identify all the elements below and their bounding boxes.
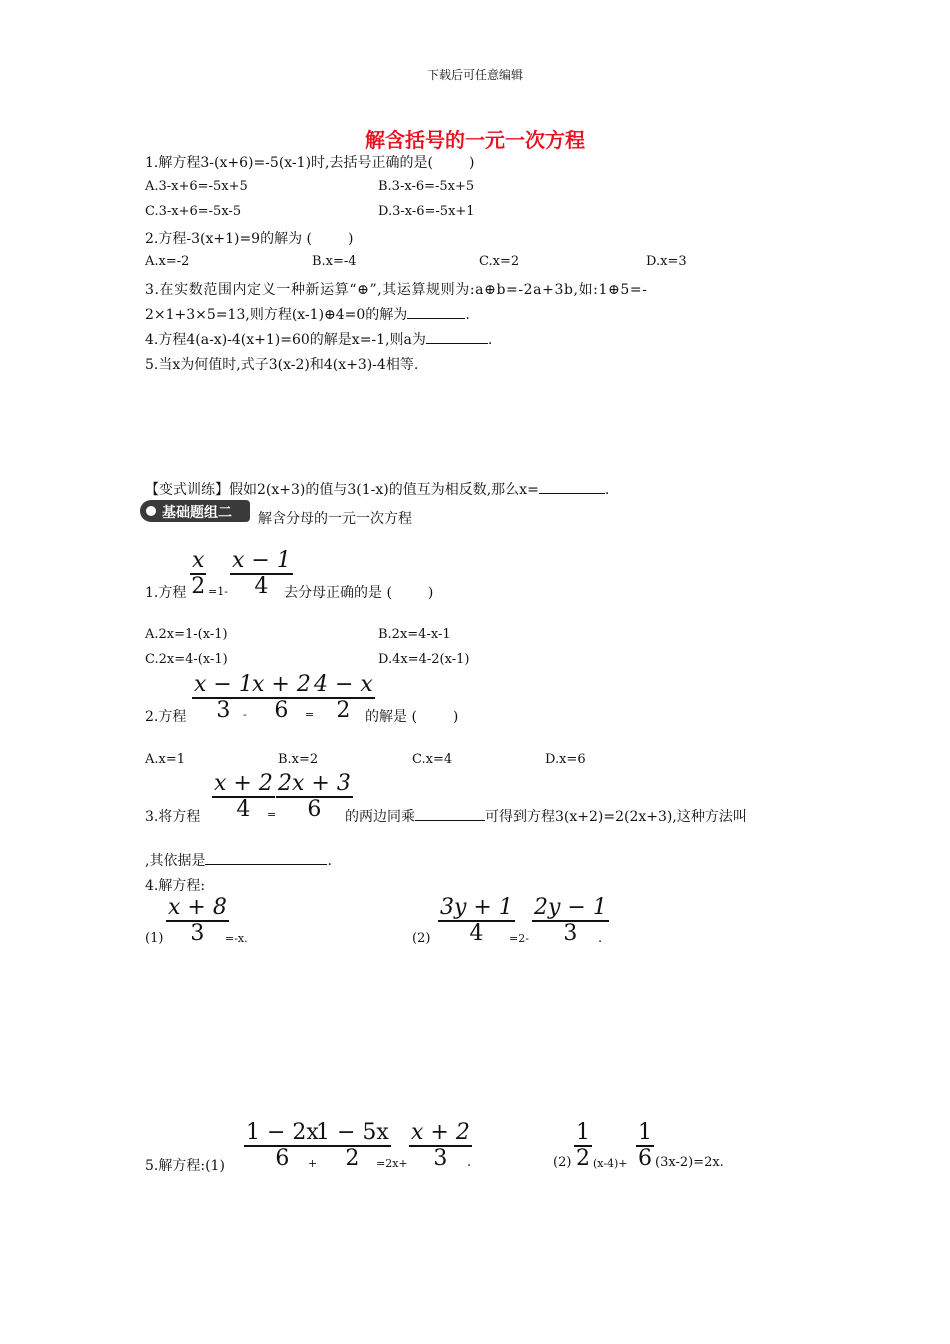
p2q5-fraction-1: 1 − 2x 6 xyxy=(246,1120,319,1171)
p2q3-text: 的两边同乘 可得到方程3(x+2)=2(2x+3),这种方法叫 xyxy=(345,809,747,825)
p2q1-mid: =1- xyxy=(208,585,228,598)
p2q4-stem: 4.解方程: xyxy=(145,878,206,894)
p2q2-op1: - xyxy=(243,708,247,721)
p2q1-prefix: 1.方程 xyxy=(145,585,187,601)
q2-option-b: B.x=-4 xyxy=(312,254,357,269)
p2q3-op: = xyxy=(267,808,277,821)
p2q5-end: . xyxy=(467,1155,472,1170)
p2q3-fraction-2: 2x + 3 6 xyxy=(278,771,351,822)
p2q3-line2: ,其依据是 . xyxy=(145,853,332,869)
p2q4-p1-label: (1) xyxy=(145,931,164,946)
p2q2-option-d: D.x=6 xyxy=(545,752,586,767)
p2q2-fraction-3: 4 − x 2 xyxy=(314,672,373,723)
q1-option-d: D.3-x-6=-5x+1 xyxy=(378,204,475,219)
q3-answer-blank[interactable] xyxy=(407,306,465,319)
p2q4-p2-fraction-2: 2y − 1 3 xyxy=(534,895,607,946)
p2q1-fraction-1: x 2 xyxy=(191,548,206,599)
p2q4-p1-rest: =-x. xyxy=(225,932,248,945)
p2q5-label: 5.解方程:(1) xyxy=(145,1158,225,1174)
p2q3-fraction-1: x + 2 4 xyxy=(214,771,273,822)
p2q5-p2-rest1: (x-4)+ xyxy=(593,1157,628,1170)
p2q2-prefix: 2.方程 xyxy=(145,709,187,725)
p2q3-prefix: 3.将方程 xyxy=(145,809,201,825)
p2q4-p2-mid: =2- xyxy=(509,932,529,945)
q2-option-c: C.x=2 xyxy=(479,254,520,269)
p2q2-option-b: B.x=2 xyxy=(278,752,319,767)
p2q5-p2-fraction-2: 1 6 xyxy=(638,1120,652,1171)
q4-stem: 4.方程4(a-x)-4(x+1)=60的解是x=-1,则a为 . xyxy=(145,332,493,348)
q5-stem: 5.当x为何值时,式子3(x-2)和4(x+3)-4相等. xyxy=(145,357,419,373)
q3-line2: 2×1+3×5=13,则方程(x-1)⊕4=0的解为 . xyxy=(145,307,470,323)
p2q2-fraction-1: x − 1 3 xyxy=(194,672,253,723)
p2q2-op2: = xyxy=(305,708,315,721)
p2q5-p2-label: (2) xyxy=(553,1155,572,1170)
variant-training: 【变式训练】假如2(x+3)的值与3(1-x)的值互为相反数,那么x= . xyxy=(145,482,610,498)
page-title: 解含括号的一元一次方程 xyxy=(365,128,585,152)
q1-option-c: C.3-x+6=-5x-5 xyxy=(145,204,242,219)
p2q4-p2-end: . xyxy=(598,931,603,946)
q2-stem: 2.方程-3(x+1)=9的解为 ( ) xyxy=(145,231,354,247)
q3-line1: 3.在实数范围内定义一种新运算“⊕”,其运算规则为:a⊕b=-2a+3b,如:1⊕5=- xyxy=(145,282,648,298)
variant-answer-blank[interactable] xyxy=(539,481,605,494)
q4-answer-blank[interactable] xyxy=(426,331,488,344)
q2-option-d: D.x=3 xyxy=(646,254,687,269)
p2q2-fraction-2: x + 2 6 xyxy=(252,672,311,723)
p2q1-suffix: 去分母正确的是 ( ) xyxy=(284,585,434,601)
p2q5-fraction-2: 1 − 5x 2 xyxy=(316,1120,389,1171)
p2q5-fraction-3: x + 2 3 xyxy=(411,1120,470,1171)
p2q5-p2-rest2: (3x-2)=2x. xyxy=(655,1155,724,1170)
p2q2-option-c: C.x=4 xyxy=(412,752,453,767)
q2-option-a: A.x=-2 xyxy=(145,254,190,269)
p2q3-blank-1[interactable] xyxy=(415,808,485,821)
p2q5-p2-fraction-1: 1 2 xyxy=(576,1120,590,1171)
p2q5-op2: =2x+ xyxy=(376,1157,408,1170)
p2q2-option-a: A.x=1 xyxy=(145,752,186,767)
p2q2-suffix: 的解是 ( ) xyxy=(365,709,459,725)
p2q4-p1-fraction: x + 8 3 xyxy=(168,895,227,946)
badge-dot-icon xyxy=(146,506,156,516)
page-header: 下载后可任意编辑 xyxy=(426,68,523,82)
q1-option-a: A.3-x+6=-5x+5 xyxy=(145,179,248,194)
p2q4-p2-fraction-1: 3y + 1 4 xyxy=(440,895,513,946)
p2q1-option-a: A.2x=1-(x-1) xyxy=(145,627,228,642)
q1-stem: 1.解方程3-(x+6)=-5(x-1)时,去括号正确的是( ) xyxy=(145,155,475,171)
p2q4-p2-label: (2) xyxy=(412,931,431,946)
p2q1-option-b: B.2x=4-x-1 xyxy=(378,627,451,642)
p2q1-fraction-2: x − 1 4 xyxy=(232,548,291,599)
p2q5-op1: + xyxy=(308,1157,318,1170)
p2q3-blank-2[interactable] xyxy=(205,852,327,865)
p2q1-option-c: C.2x=4-(x-1) xyxy=(145,652,228,667)
group-heading: 解含分母的一元一次方程 xyxy=(258,511,412,527)
group-badge xyxy=(140,500,250,522)
p2q1-option-d: D.4x=4-2(x-1) xyxy=(378,652,470,667)
badge-label: 基础题组二 xyxy=(162,505,232,521)
q1-option-b: B.3-x-6=-5x+5 xyxy=(378,179,475,194)
